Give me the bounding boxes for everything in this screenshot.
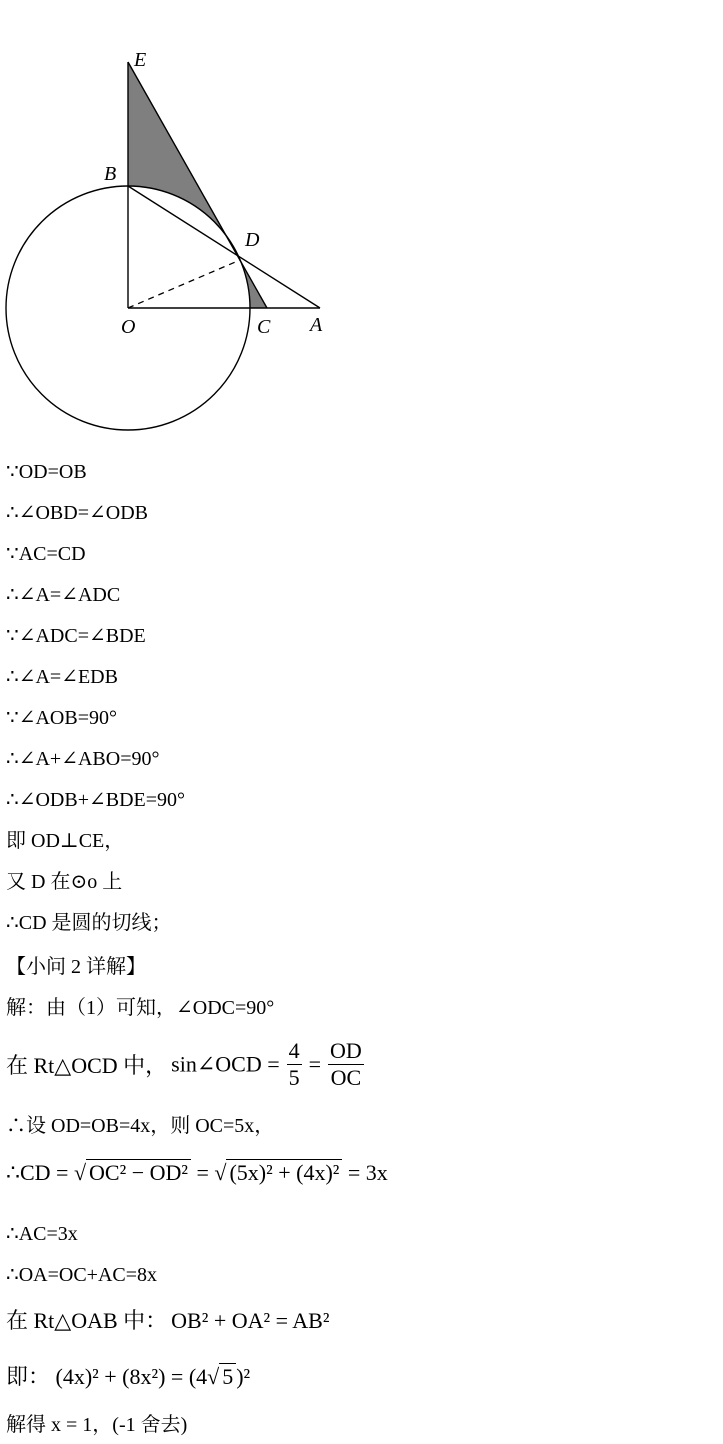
label-c: C xyxy=(257,316,271,338)
pythagoras-equation: OB² + OA² = AB² xyxy=(171,1308,330,1333)
sqrt-sign: √ xyxy=(207,1364,220,1389)
cd-result: = 3x xyxy=(347,1160,388,1185)
equals-sign: = xyxy=(196,1160,209,1185)
fraction-numerator: OD xyxy=(330,1038,362,1063)
label-d: D xyxy=(245,229,260,251)
radicand-1: OC² − OD² xyxy=(86,1159,191,1185)
proof-line-9: ∴∠ODB+∠BDE=90° xyxy=(6,789,186,811)
radicand-5: 5 xyxy=(219,1363,236,1389)
part2-line-8 xyxy=(6,1360,250,1391)
cd-lhs: ∴CD = xyxy=(6,1160,69,1185)
part2-line-2-lhs: sin∠OCD = xyxy=(171,1051,280,1077)
fraction-numerator: 4 xyxy=(288,1038,300,1063)
equation-right: )² xyxy=(236,1364,251,1389)
label-o: O xyxy=(121,316,136,338)
part2-line-8-prefix: 即： xyxy=(6,1364,51,1389)
proof-line-10: 即 OD⊥CE， xyxy=(6,830,125,852)
part2-line-5: ∴AC=3x xyxy=(6,1223,78,1245)
proof-line-4: ∴∠A=∠ADC xyxy=(6,584,121,606)
label-b: B xyxy=(104,163,117,185)
fraction-denominator: OC xyxy=(330,1065,362,1090)
label-e: E xyxy=(134,49,147,71)
part2-line-4 xyxy=(6,1160,388,1186)
equation-left: (4x)² + (8x²) = (4 xyxy=(55,1364,208,1389)
proof-line-5: ∵∠ADC=∠BDE xyxy=(6,625,146,647)
fraction-denominator: 5 xyxy=(288,1065,300,1090)
part2-line-6: ∴OA=OC+AC=8x xyxy=(6,1264,158,1286)
geometry-figure xyxy=(0,40,360,440)
proof-line-7: ∵∠AOB=90° xyxy=(6,707,117,729)
fraction-4-5 xyxy=(287,1038,302,1091)
sqrt-sign: √ xyxy=(214,1160,227,1185)
proof-line-3: ∵AC=CD xyxy=(6,543,86,565)
proof-line-8: ∴∠A+∠ABO=90° xyxy=(6,748,160,770)
part2-line-3: ∴设 OD=OB=4x，则 OC=5x， xyxy=(6,1115,275,1137)
part2-line-7-prefix: 在 Rt△OAB 中： xyxy=(6,1308,168,1333)
part2-heading: 【小问 2 详解】 xyxy=(6,956,146,978)
proof-line-11: 又 D 在⊙o 上 xyxy=(6,871,123,893)
proof-line-2: ∴∠OBD=∠ODB xyxy=(6,502,148,524)
proof-line-12: ∴CD 是圆的切线； xyxy=(6,912,172,934)
proof-line-6: ∴∠A=∠EDB xyxy=(6,666,118,688)
label-a: A xyxy=(310,314,323,336)
equals-sign: = xyxy=(308,1051,322,1077)
part2-line-2 xyxy=(6,1038,367,1091)
radicand-2: (5x)² + (4x)² xyxy=(226,1159,342,1185)
sqrt-sign: √ xyxy=(73,1160,87,1185)
segment-ba xyxy=(128,186,320,308)
part2-line-2-prefix: 在 Rt△OCD 中， xyxy=(6,1053,168,1078)
proof-line-1: ∵OD=OB xyxy=(6,461,87,483)
segment-od-dashed xyxy=(128,260,240,308)
part2-line-7 xyxy=(6,1304,329,1335)
part2-line-1: 解：由（1）可知，∠ODC=90° xyxy=(6,997,275,1019)
fraction-od-oc xyxy=(328,1038,364,1091)
part2-line-9: 解得 x = 1，(-1 舍去) xyxy=(6,1414,188,1436)
